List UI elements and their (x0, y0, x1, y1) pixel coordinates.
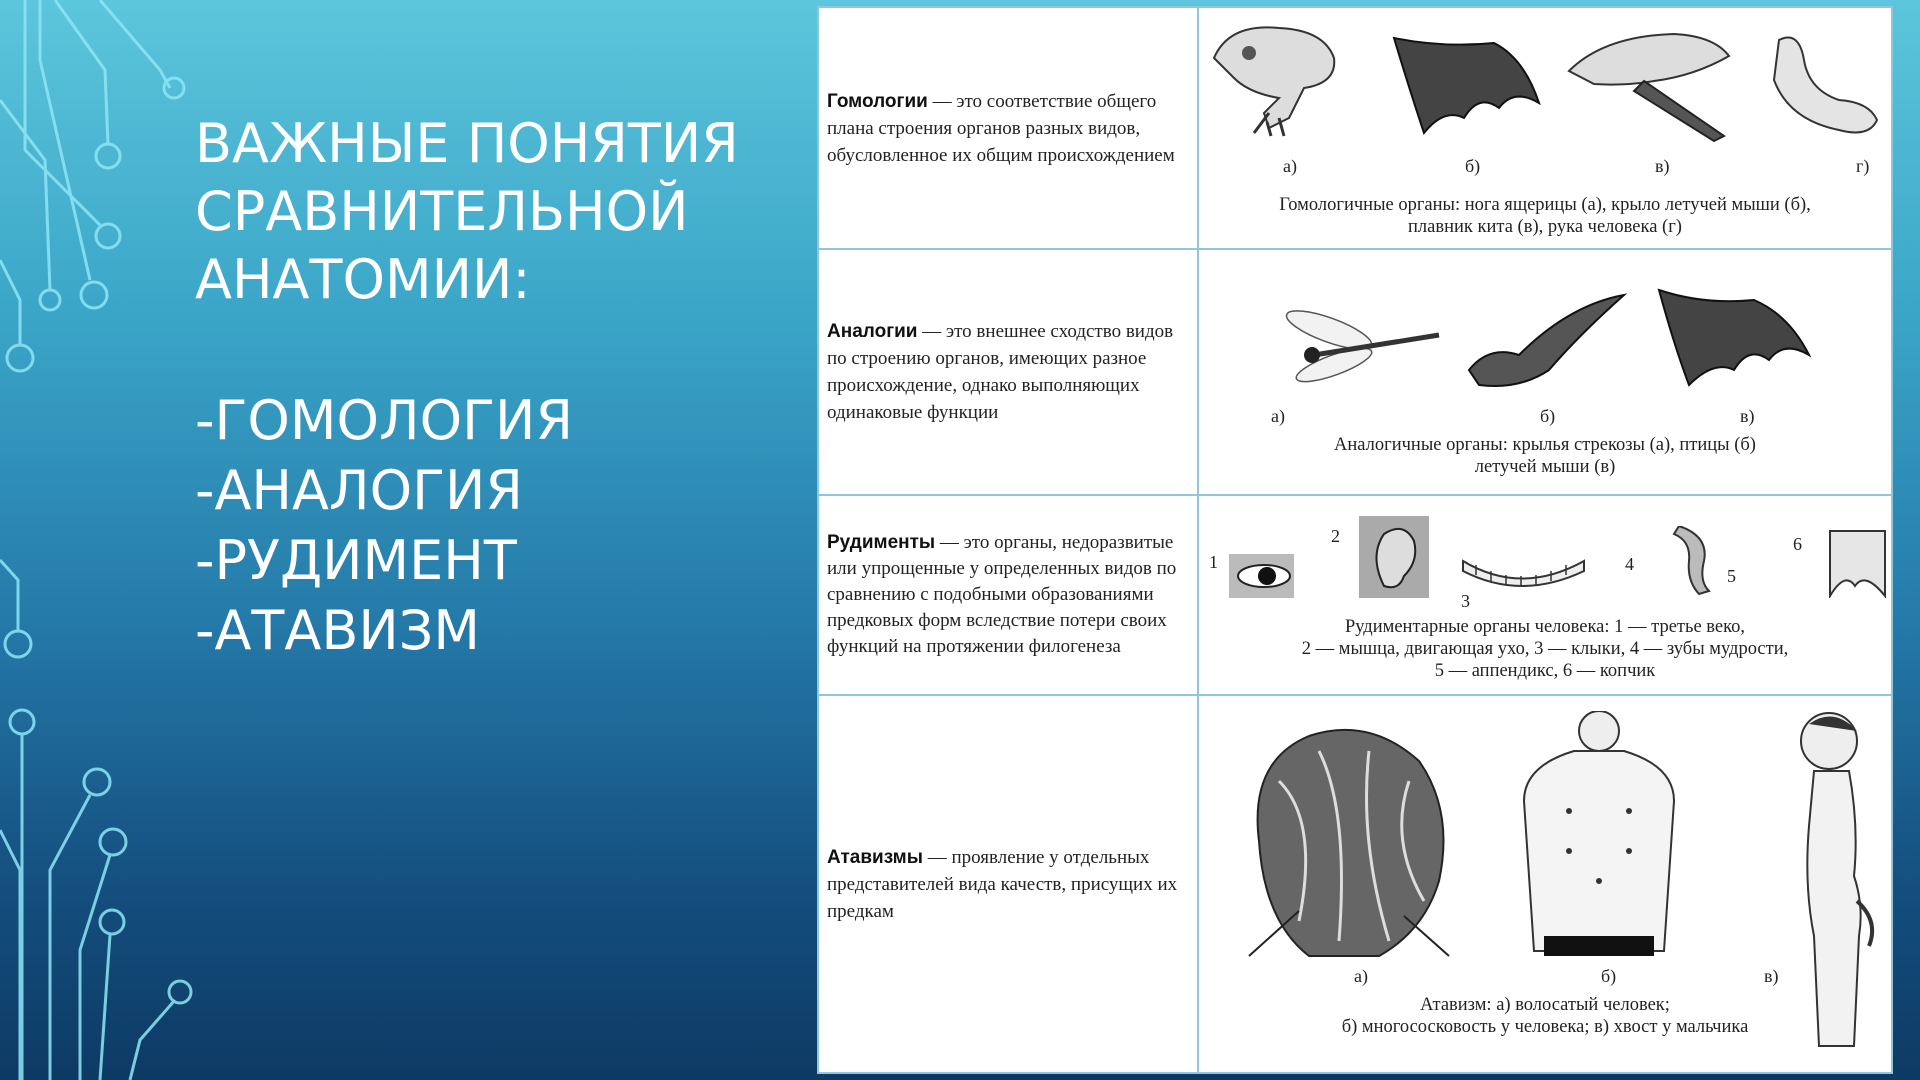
slide-title (195, 110, 805, 314)
illustration-cell (1199, 696, 1891, 1072)
lizard-leg-icon (1209, 18, 1349, 138)
figure-number: 5 (1727, 566, 1736, 586)
caption-line: 2 — мышца, двигающая ухо, 3 — клыки, 4 — зубы мудрости, (1301, 639, 1789, 659)
bird-wing-icon (1459, 285, 1629, 395)
figure-label: в) (1655, 156, 1670, 176)
definition-cell (819, 250, 1199, 494)
table-row-rudiments (819, 496, 1891, 696)
figure-caption (1199, 994, 1891, 1038)
teeth-icon (1461, 551, 1586, 591)
figure-number: 3 (1461, 591, 1470, 611)
figure-label: в) (1740, 406, 1755, 426)
figure-label: б) (1540, 406, 1556, 426)
figure-label: б) (1601, 966, 1617, 986)
ear-icon (1359, 516, 1429, 598)
concept-list (195, 386, 573, 666)
definition-text (827, 530, 1189, 660)
figure-caption (1199, 194, 1891, 238)
title-line: ВАЖНЫЕ ПОНЯТИЯ (195, 112, 739, 175)
figure-label: в) (1764, 966, 1779, 986)
definition: — проявление у отдельных представителей вида качеств, присущих их предкам (827, 846, 1178, 922)
figure-label: б) (1465, 156, 1481, 176)
title-line: СРАВНИТЕЛЬНОЙ (195, 180, 689, 243)
figure-number: 6 (1793, 534, 1802, 554)
dragonfly-icon (1274, 310, 1444, 390)
definition: — это внешнее сходство видов по строению органов, имеющих разное происхождение, однако выполняющих одинаковые функции (827, 321, 1174, 423)
title-line: АНАТОМИИ: (195, 248, 531, 311)
figure-label: а) (1354, 966, 1368, 986)
figure-label: а) (1283, 156, 1297, 176)
caption-line: Гомологичные органы: нога ящерицы (а), крыло летучей мыши (б), (1279, 195, 1811, 215)
list-item: -ГОМОЛОГИЯ (195, 389, 573, 452)
whale-flipper-icon (1564, 26, 1734, 146)
figure-number: 2 (1331, 526, 1340, 546)
term: Гомологии (827, 90, 928, 112)
term: Атавизмы (827, 846, 923, 868)
anatomy-table (817, 6, 1893, 1074)
appendix-icon (1669, 526, 1719, 596)
illustration-cell (1199, 496, 1891, 694)
figure-caption (1199, 434, 1891, 478)
definition-cell (819, 696, 1199, 1072)
caption-line: Аналогичные органы: крылья стрекозы (а), птицы (б) (1334, 435, 1756, 455)
coccyx-icon (1825, 526, 1891, 598)
term: Аналогии (827, 321, 918, 342)
bat-wing-icon (1654, 285, 1814, 395)
caption-line: 5 — аппендикс, 6 — копчик (1434, 661, 1656, 681)
caption-line: плавник кита (в), рука человека (г) (1408, 217, 1682, 237)
definition-text (827, 844, 1189, 925)
definition: — это органы, недоразвитые или упрощенные у определенных видов по сравнению с подобными образованиями предковых форм вследствие потери своих функций на протяжении филогенеза (827, 532, 1177, 657)
torso-icon (1514, 711, 1684, 961)
figure-label: а) (1271, 406, 1285, 426)
eye-icon (1229, 554, 1294, 598)
hairy-man-icon (1239, 721, 1459, 961)
list-item: -АТАВИЗМ (195, 599, 481, 662)
illustration-cell (1199, 250, 1891, 494)
definition-text (827, 88, 1189, 169)
table-row-analogy (819, 250, 1891, 496)
figure-number: 1 (1209, 552, 1218, 572)
human-arm-icon (1759, 30, 1884, 140)
definition-cell (819, 8, 1199, 248)
list-item: -РУДИМЕНТ (195, 529, 517, 592)
figure-label: г) (1856, 156, 1870, 176)
definition-cell (819, 496, 1199, 694)
caption-line: Рудиментарные органы человека: 1 — третье веко, (1344, 617, 1746, 637)
figure-caption (1199, 616, 1891, 682)
caption-line: Атавизм: а) волосатый человек; (1420, 995, 1670, 1015)
definition: — это соответствие общего плана строения органов разных видов, обусловленное их общим происхождением (827, 90, 1175, 166)
list-item: -АНАЛОГИЯ (195, 459, 523, 522)
term: Рудименты (827, 532, 936, 553)
illustration-cell (1199, 8, 1891, 248)
figure-number: 4 (1625, 554, 1634, 574)
definition-text (827, 318, 1189, 426)
table-row-atavism (819, 696, 1891, 1072)
circuit-decoration (0, 0, 200, 1080)
table-row-homology (819, 8, 1891, 250)
caption-line: летучей мыши (в) (1474, 457, 1616, 477)
bat-wing-icon (1384, 28, 1544, 138)
caption-line: б) многососковость у человека; в) хвост у мальчика (1341, 1017, 1749, 1037)
